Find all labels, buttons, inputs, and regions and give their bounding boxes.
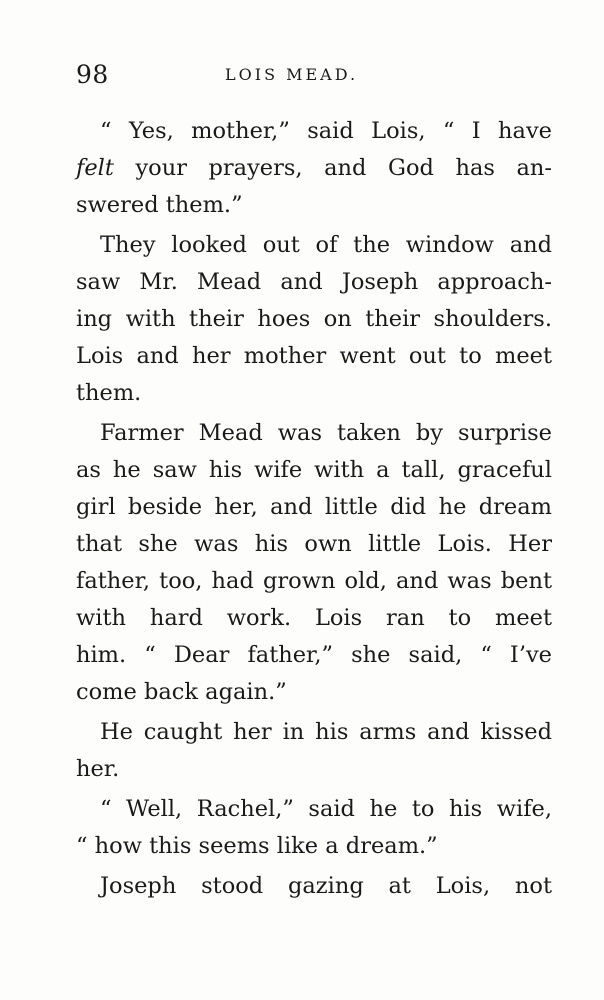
text-line: “ Yes, mother,” said Lois, “ I have [100, 118, 552, 144]
text-line: father, too, had grown old, and was bent [76, 568, 552, 594]
text-line: them. [76, 380, 142, 406]
text-line: as he saw his wife with a tall, graceful [76, 457, 552, 483]
text-line: that she was his own little Lois. Her [76, 531, 552, 557]
paper-speck [8, 530, 11, 540]
text-line: Lois and her mother went out to meet [76, 343, 552, 369]
text-line: come back again.” [76, 679, 287, 705]
text-line: They looked out of the window and [100, 232, 552, 258]
text-line: “ Well, Rachel,” said he to his wife, [100, 796, 552, 822]
paragraph [76, 415, 552, 711]
text-line: him. “ Dear father,” she said, “ I’ve [76, 642, 552, 668]
text-line: swered them.” [76, 192, 243, 218]
text-line: girl beside her, and little did he dream [76, 494, 552, 520]
text-run: your prayers, and God has an- [113, 155, 552, 181]
paragraph [76, 868, 552, 905]
text-line: with hard work. Lois ran to meet [76, 605, 552, 631]
running-title: LOIS MEAD. [225, 65, 359, 84]
body-text [76, 113, 552, 905]
paragraph [76, 113, 552, 224]
text-line: her. [76, 756, 120, 782]
text-line: Joseph stood gazing at Lois, not [100, 873, 552, 899]
page-number: 98 [76, 60, 109, 89]
paragraph [76, 714, 552, 788]
text-line: He caught her in his arms and kissed [100, 719, 552, 745]
paragraph [76, 227, 552, 412]
paragraph [76, 791, 552, 865]
text-line: saw Mr. Mead and Joseph approach- [76, 269, 552, 295]
italic-word: felt [76, 155, 114, 181]
text-line: “ how this seems like a dream.” [76, 833, 438, 859]
text-line: ing with their hoes on their shoulders. [76, 306, 552, 332]
text-line [76, 150, 552, 187]
text-line: Farmer Mead was taken by surprise [100, 420, 552, 446]
